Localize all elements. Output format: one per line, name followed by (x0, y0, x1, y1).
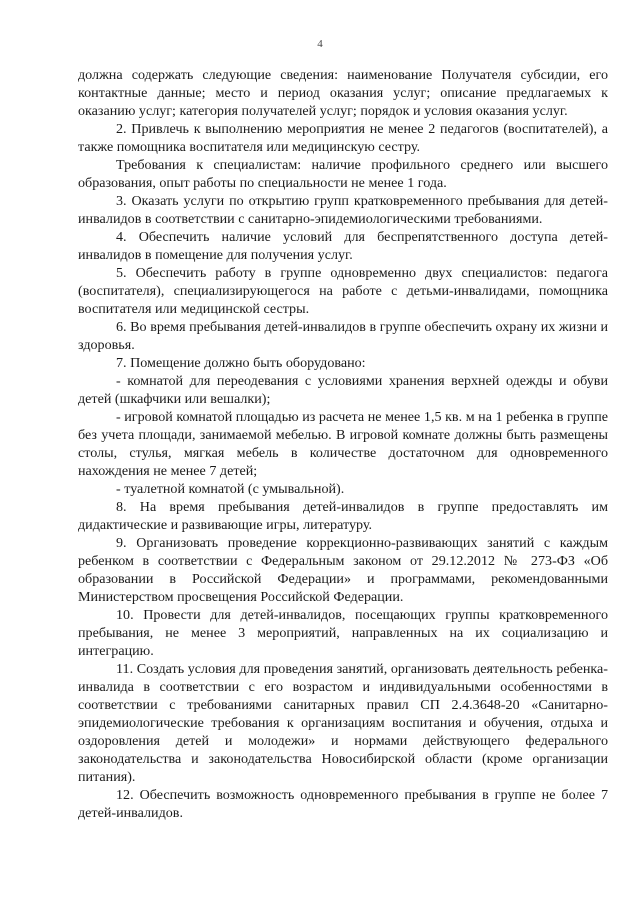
paragraph: должна содержать следующие сведения: наименование Получателя субсидии, его контактные данные; место и период оказания услуг; описание предлагаемых к оказанию услуг; категория получателей услуг; порядок и условия оказания услуг. (78, 67, 608, 119)
paragraph: 6. Во время пребывания детей-инвалидов в группе обеспечить охрану их жизни и здоровья. (78, 319, 608, 353)
paragraph: 12. Обеспечить возможность одновременного пребывания в группе не более 7 детей-инвалидов. (78, 787, 608, 821)
paragraph: - комнатой для переодевания с условиями хранения верхней одежды и обуви детей (шкафчики или вешалки); (78, 373, 608, 407)
paragraph: 10. Провести для детей-инвалидов, посещающих группы кратковременного пребывания, не менее 3 мероприятий, направленных на их социализацию и интеграцию. (78, 607, 608, 659)
paragraph: 2. Привлечь к выполнению мероприятия не менее 2 педагогов (воспитателей), а также помощника воспитателя или медицинскую сестру. (78, 121, 608, 155)
paragraph: 7. Помещение должно быть оборудовано: (116, 355, 366, 371)
paragraph: Требования к специалистам: наличие профильного среднего или высшего образования, опыт работы по специальности не менее 1 года. (78, 157, 608, 191)
paragraph: 8. На время пребывания детей-инвалидов в группе предоставлять им дидактические и развивающие игры, литературу. (78, 499, 608, 533)
paragraph: 9. Организовать проведение коррекционно-развивающих занятий с каждым ребенком в соответствии с Федеральным законом от 29.12.2012 № 273-ФЗ «Об образовании в Российской Федерации» и программами, рекомендованными Министерством просвещения Российской Федерации. (78, 535, 608, 605)
paragraph: 4. Обеспечить наличие условий для беспрепятственного доступа детей-инвалидов в помещение для получения услуг. (78, 229, 608, 263)
page-number: 4 (317, 38, 323, 50)
paragraph: - туалетной комнатой (с умывальной). (116, 481, 345, 497)
document-body (78, 66, 608, 822)
paragraph: - игровой комнатой площадью из расчета не менее 1,5 кв. м на 1 ребенка в группе без учета площади, занимаемой мебелью. В игровой комнате должны быть размещены столы, стулья, мягкая мебель в количестве достаточном для одновременного нахождения не менее 7 детей; (78, 409, 608, 479)
paragraph: 11. Создать условия для проведения занятий, организовать деятельность ребенка-инвалида в соответствии с его возрастом и индивидуальными особенностями в соответствии с требованиями санитарных правил СП 2.4.3648-20 «Санитарно-эпидемиологические требования к организациям воспитания и обучения, отдыха и оздоровления детей и молодежи» и нормами действующего федерального законодательства и законодательства Новосибирской области (кроме организации питания). (78, 661, 608, 785)
paragraph: 5. Обеспечить работу в группе одновременно двух специалистов: педагога (воспитателя), специализирующегося на работе с детьми-инвалидами, помощника воспитателя или медицинской сестры. (78, 265, 608, 317)
paragraph: 3. Оказать услуги по открытию групп кратковременного пребывания для детей-инвалидов в соответствии с санитарно-эпидемиологическими требованиями. (78, 193, 608, 227)
